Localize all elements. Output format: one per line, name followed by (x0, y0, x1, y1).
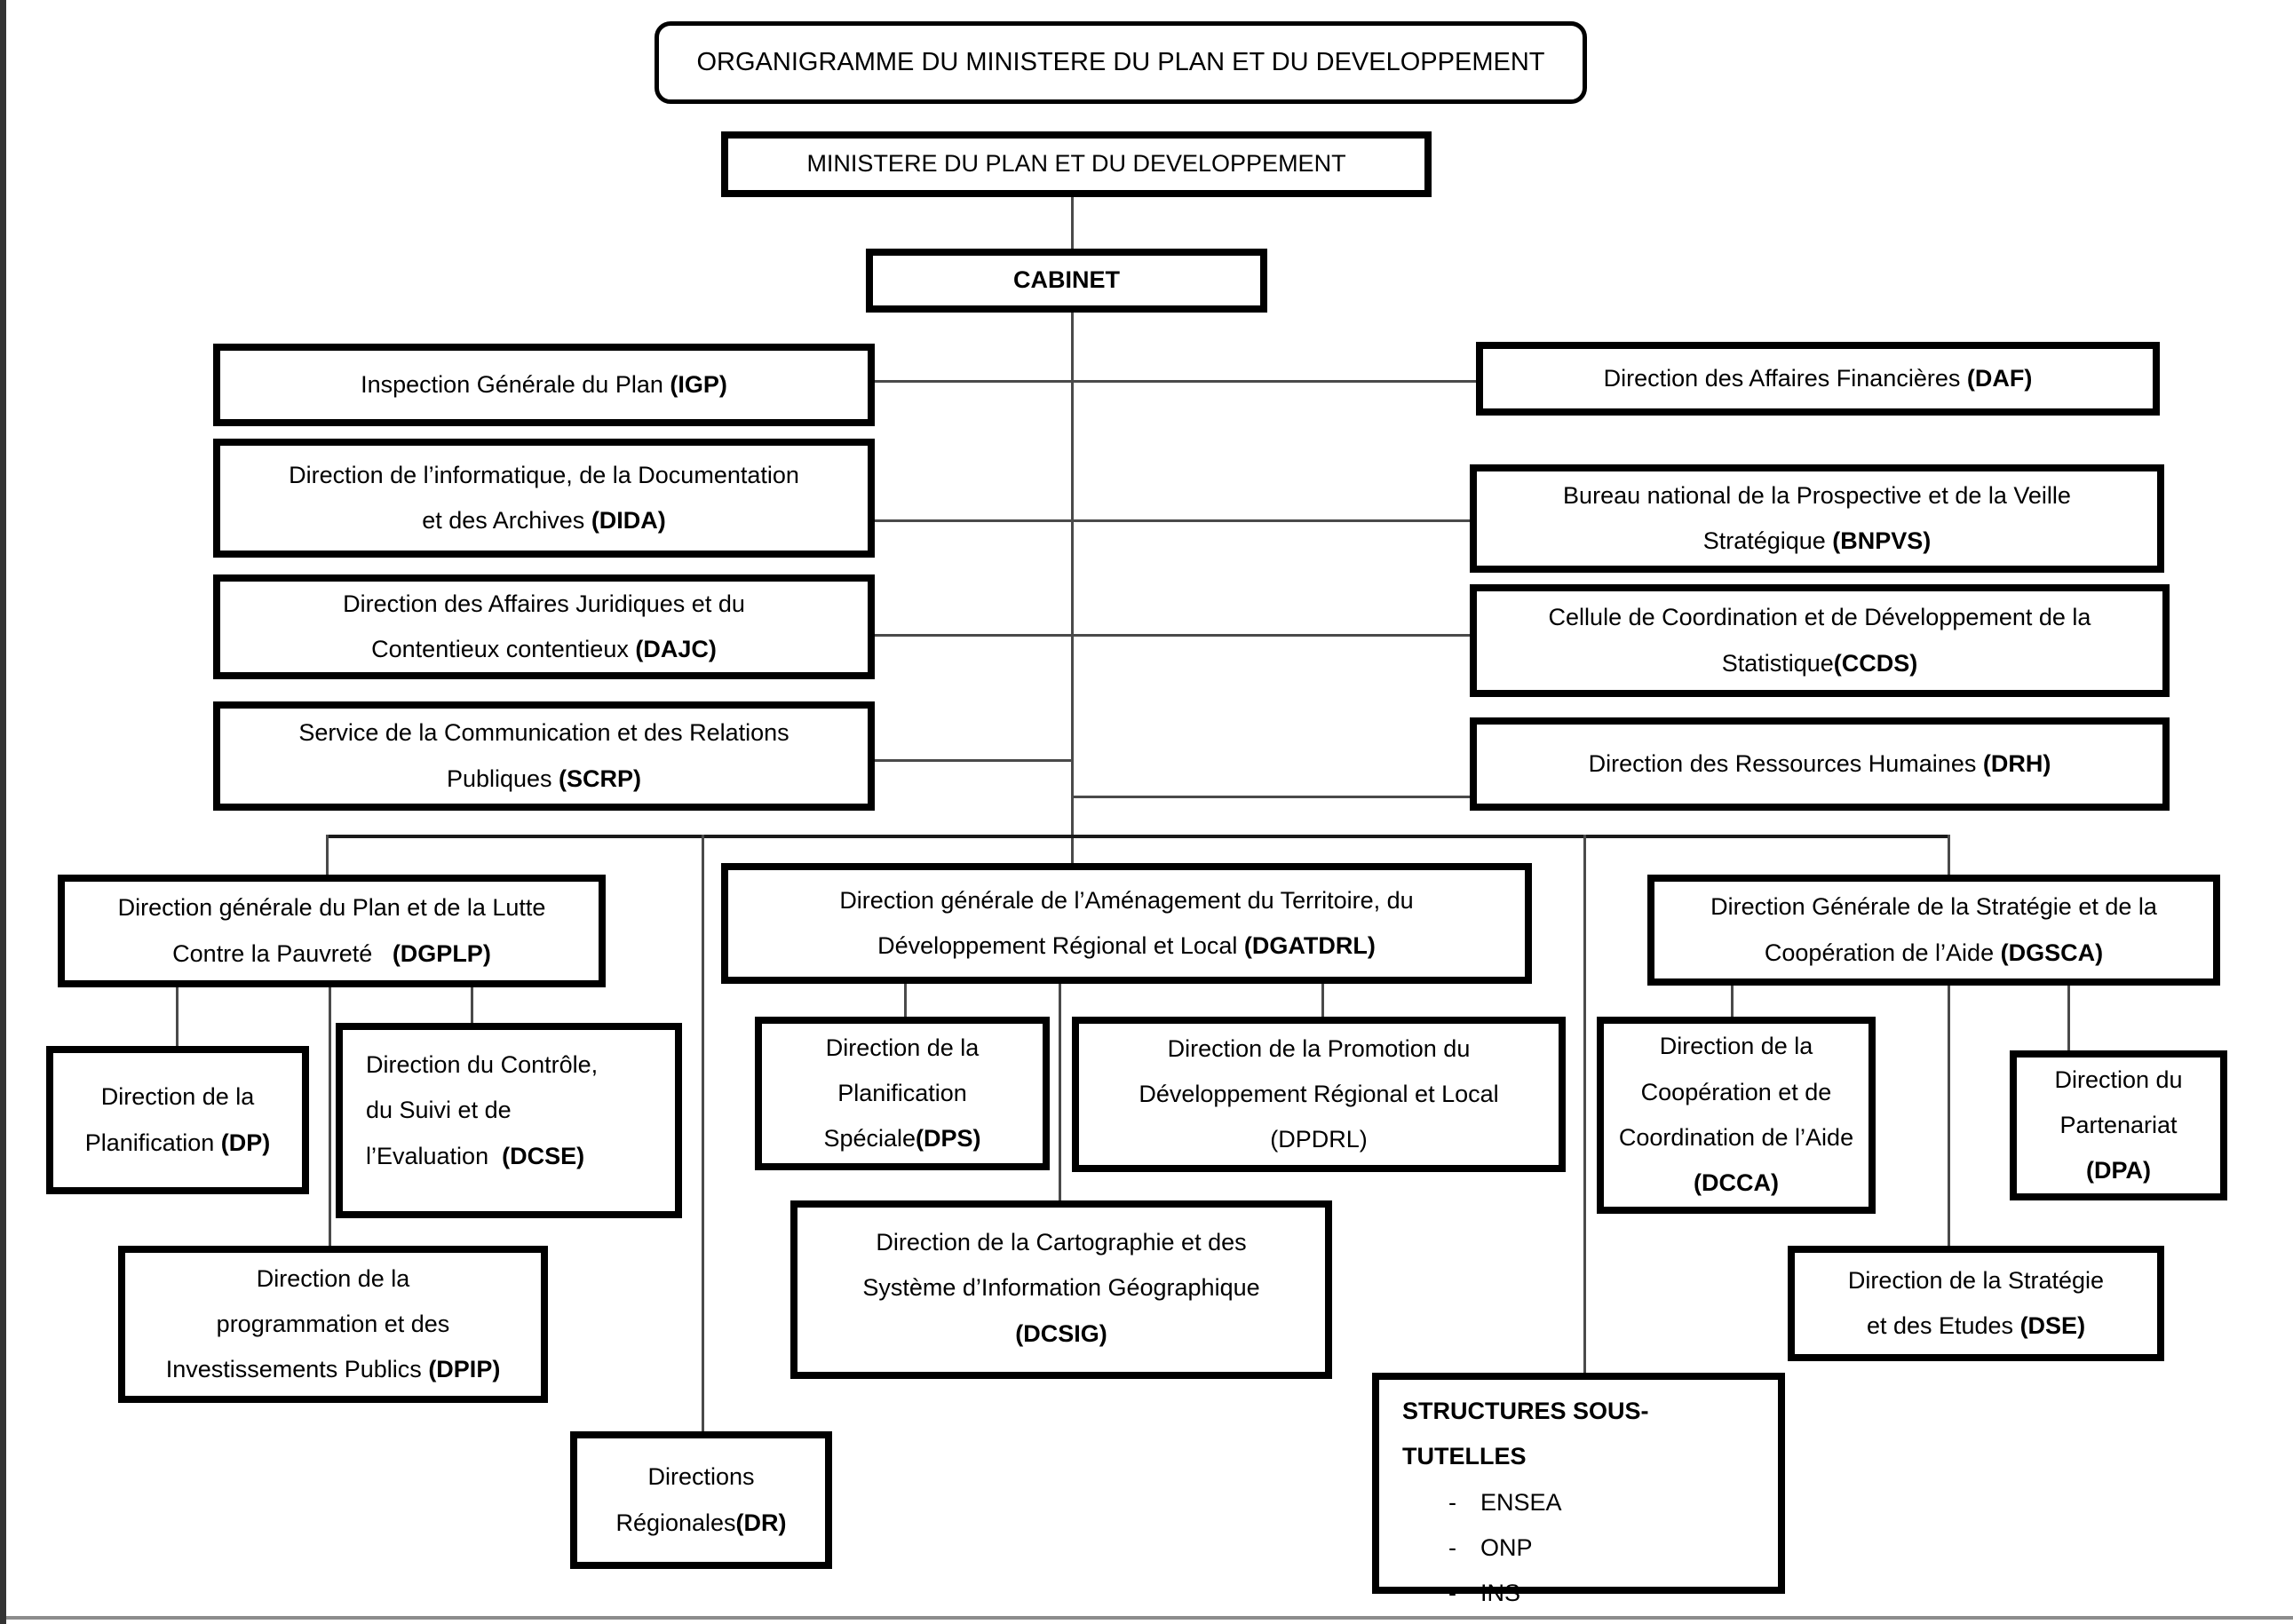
org-box-label-dida: Direction de l’informatique, de la Documentation et des Archives (DIDA) (289, 461, 799, 534)
org-box-label-daf: Direction des Affaires Financières (DAF) (1603, 364, 2033, 392)
connector-ministere-cabinet (1071, 197, 1074, 249)
org-box-dr (570, 1431, 832, 1569)
connector-dgsca-dcca (1731, 984, 1734, 1018)
org-box-structures-sous-tutelles (1372, 1373, 1785, 1607)
org-box-dgsca (1647, 875, 2220, 986)
tutelle-item: - ONP (1402, 1525, 1771, 1571)
dash-bullet: - (1448, 1488, 1456, 1516)
tutelles-title: STRUCTURES SOUS-TUTELLES (1402, 1398, 1649, 1470)
org-box-label-dpip: Direction de la programmation et des Investissements Publics (DPIP) (165, 1264, 501, 1383)
org-box-dpip (118, 1246, 548, 1403)
org-box-dp (46, 1046, 309, 1194)
org-box-label-scrp: Service de la Communication et des Relations Publiques (SCRP) (298, 719, 789, 792)
org-box-label-dp: Direction de la Planification (DP) (84, 1083, 271, 1156)
org-box-label-dcse: Direction du Contrôle, du Suivi et de l’Evaluation (DCSE) (366, 1051, 599, 1169)
org-box-label-ccds: Cellule de Coordination et de Développement de la Statistique(CCDS) (1548, 604, 2091, 677)
connector-dgplp-dcse (471, 986, 473, 1025)
connector-drop-dgsca (1948, 835, 1950, 876)
org-box-label-dcsig: Direction de la Cartographie et des Système d’Information Géographique (DCSIG) (862, 1229, 1260, 1347)
org-box-label-dgsca: Direction Générale de la Stratégie et de la Coopération de l’Aide (DGSCA) (1710, 893, 2157, 966)
dash-bullet: - (1448, 1533, 1456, 1561)
connector-dgsca-dpa (2067, 984, 2070, 1052)
connector-drop-dr (702, 835, 704, 1433)
connector-dajc-ccds (875, 634, 1470, 637)
org-box-label-chart-title: ORGANIGRAMME DU MINISTERE DU PLAN ET DU DEVELOPPEMENT (696, 47, 1545, 76)
org-box-igp (213, 344, 875, 426)
org-box-daf (1476, 342, 2160, 416)
org-box-label-dpdrl: Direction de la Promotion du Développement Régional et Local (DPDRL) (1139, 1034, 1499, 1153)
org-box-dgatdrl (721, 863, 1532, 984)
connector-dgatdrl-dcsig (1059, 982, 1061, 1202)
tutelle-item: - INS (1402, 1571, 1771, 1616)
org-box-dgplp (58, 875, 606, 987)
org-box-dps (755, 1017, 1050, 1170)
org-box-label-dpa: Direction du Partenariat (DPA) (2054, 1066, 2183, 1184)
org-box-cabinet (866, 249, 1267, 313)
org-box-label-cabinet: CABINET (1013, 266, 1120, 294)
connector-dgatdrl-dpdrl (1321, 982, 1324, 1018)
org-box-dcsig (790, 1200, 1332, 1379)
connector-distribution-line (326, 835, 1950, 838)
connector-dgatdrl-dps (904, 982, 907, 1018)
connector-dgplp-dpip (329, 986, 331, 1248)
org-box-bnpvs (1470, 464, 2164, 573)
org-box-label-dr: Directions Régionales(DR) (615, 1463, 787, 1536)
dash-bullet: - (1448, 1580, 1456, 1607)
connector-center-drh (1071, 796, 1470, 798)
org-box-ccds (1470, 584, 2170, 697)
org-box-scrp (213, 701, 875, 811)
connector-igp-daf (875, 380, 1476, 383)
org-box-label-bnpvs: Bureau national de la Prospective et de la Veille Stratégique (BNPVS) (1563, 481, 2071, 554)
org-box-dpa (2010, 1050, 2227, 1200)
page-left-bar (0, 0, 6, 1624)
connector-drop-tutelles (1583, 835, 1586, 1374)
connector-dgplp-dp (176, 986, 179, 1048)
org-box-label-dajc: Direction des Affaires Juridiques et du Contentieux contentieux (DAJC) (343, 590, 745, 662)
connector-dgsca-dse (1948, 984, 1950, 1248)
connector-dida-bnpvs (875, 519, 1470, 522)
connector-cabinet-main-vertical (1071, 313, 1074, 865)
org-box-label-dse: Direction de la Stratégie et des Etudes (DSE) (1847, 1266, 2105, 1339)
org-box-chart-title (655, 21, 1587, 104)
org-box-label-structures-sous-tutelles (1402, 1389, 1771, 1616)
org-box-drh (1470, 717, 2170, 811)
org-box-label-dcca: Direction de la Coopération et de Coordination de l’Aide (DCCA) (1618, 1033, 1854, 1197)
org-box-label-igp: Inspection Générale du Plan (IGP) (361, 370, 727, 398)
org-box-dcse (336, 1023, 682, 1218)
org-box-label-dgplp: Direction générale du Plan et de la Lutte Contre la Pauvreté (DGPLP) (117, 894, 546, 967)
connector-drop-dgplp (326, 835, 329, 876)
org-box-dpdrl (1072, 1017, 1566, 1172)
org-box-label-dgatdrl: Direction générale de l’Aménagement du Territoire, du Développement Régional et Local (DGATDRL) (839, 886, 1414, 959)
connector-scrp-center (875, 759, 1071, 762)
org-box-label-ministere: MINISTERE DU PLAN ET DU DEVELOPPEMENT (806, 150, 1346, 178)
tutelle-item: - ENSEA (1402, 1480, 1771, 1525)
org-box-label-drh: Direction des Ressources Humaines (DRH) (1588, 749, 2051, 777)
org-box-dida (213, 439, 875, 558)
org-box-label-dps: Direction de la Planification Spéciale(DPS) (823, 1034, 981, 1153)
page-bottom-line (6, 1616, 2293, 1620)
org-box-dajc (213, 574, 875, 679)
org-box-ministere (721, 131, 1432, 197)
org-box-dcca (1597, 1017, 1876, 1214)
org-box-dse (1788, 1246, 2164, 1361)
